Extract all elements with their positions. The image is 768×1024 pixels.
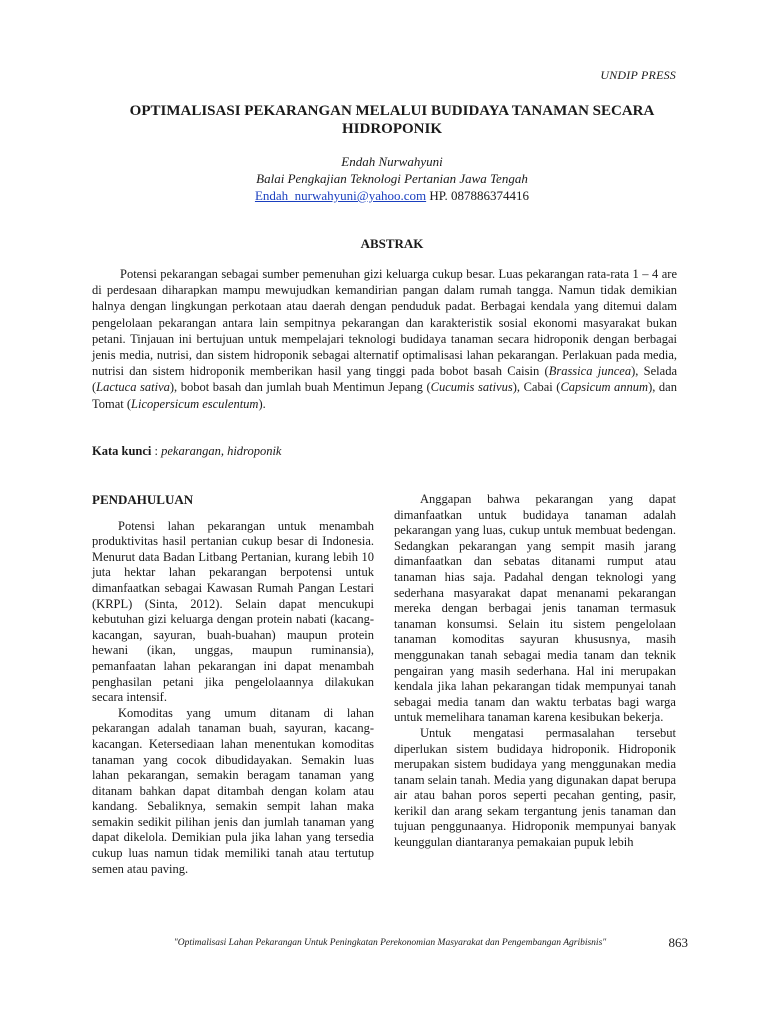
species-name: Lactuca sativa — [96, 380, 170, 395]
species-name: Brassica juncea — [548, 364, 632, 379]
body-paragraph: Potensi lahan pekarangan untuk menambah produktivitas hasil pertanian cukup besar di Indonesia. Menurut data Badan Litbang Pertanian, kurang lebih 10 juta hektar lahan pekarangan berpotensi untuk dimanfaatkan sebagai Kawasan Rumah Pangan Lestari (KRPL) (Sinta, 2012). Selain dapat mencukupi kebutuhan gizi keluarga dengan protein nabati (kacang-kacangan, sayuran, buah-buahan) maupun protein hewani (ikan, unggas, maupun ruminansia), pemanfaatan lahan pekarangan ini dapat menambah penghasilan petani jika pengelolaannya dilakukan secara intensif. — [92, 518, 374, 705]
right-column — [394, 492, 676, 851]
abstract-text-part: ), Selada ( — [92, 364, 677, 395]
author-affiliation: Balai Pengkajian Teknologi Pertanian Jawa Tengah — [256, 171, 528, 186]
body-paragraph: Untuk mengatasi permasalahan tersebut diperlukan sistem budidaya hidroponik. Hidroponik merupakan sistem budidaya yang menggunakan media tanam selain tanah. Media yang digunakan dapat berupa air atau bahan poros seperti pecahan genting, pasir, kerikil dan arang sekam tergantung jenis tanaman dan tujuan penggunaanya. Hidroponik mempunyai banyak keunggulan diantaranya pemakaian pupuk lebih — [394, 725, 676, 850]
section-heading: PENDAHULUAN — [92, 492, 194, 507]
keywords-values: pekarangan, hidroponik — [161, 444, 282, 458]
abstract-heading: ABSTRAK — [360, 236, 424, 251]
author-email-link[interactable]: Endah_nurwahyuni@yahoo.com — [254, 188, 427, 203]
abstract-text — [92, 266, 677, 412]
paper-title: OPTIMALISASI PEKARANGAN MELALUI BUDIDAYA TANAMAN SECARA HIDROPONIK — [129, 103, 655, 137]
abstract-text-part: ). — [258, 396, 266, 411]
footer-note: "Optimalisasi Lahan Pekarangan Untuk Peningkatan Perekonomian Masyarakat dan Pengembangan Agribisnis" — [173, 938, 607, 948]
page-number: 863 — [668, 935, 688, 950]
author-phone: HP. 087886374416 — [429, 188, 530, 203]
body-paragraph: Komoditas yang umum ditanam di lahan pekarangan adalah tanaman buah, sayuran, kacang-kacangan. Ketersediaan lahan menentukan komoditas tanaman yang cocok dibudidayakan. Semakin luas lahan pekarangan, semakin beragam tanaman yang ditanam bahkan dapat ditambah dengan kolam atau kandang. Sebaliknya, semakin sempit lahan maka semakin sedikit pilihan jenis dan jumlah tanaman yang dapat dikelola. Demikian pula jika lahan yang tersedia cukup luas namun tidak memiliki tanah atau tertutup semen atau paving. — [92, 705, 374, 876]
abstract-text-part: Potensi pekarangan sebagai sumber pemenuhan gizi keluarga cukup besar. Luas pekarangan rata-rata 1 – 4 are di perdesaan diharapkan mampu mewujudkan kemandirian pangan dalam rumah tangga. Namun tidak demikian halnya dengan lingkungan perkotaan atau daerah dengan penduduk padat. Berbagai kendala yang ditemui dalam pengelolaan pekarangan antara lain sempitnya pekarangan dan karakteristik sosial ekonomi masyarakat bukan petani. Tinjauan ini bertujuan untuk mempelajari teknologi budidaya tanaman secara hidroponik dengan berbagai jenis media, nutrisi, dan sistem hidroponik sebagai alternatif optimalisasi lahan pekarangan. Perlakuan pada media, nutrisi dan sistem hidroponik memberikan hasil yang tinggi pada bobot basah Caisin ( — [92, 267, 677, 379]
keywords-separator: : — [151, 444, 162, 458]
publisher-header: UNDIP PRESS — [600, 68, 676, 82]
author-block — [92, 153, 692, 204]
author-contact — [92, 187, 692, 204]
species-name: Licopersicum esculentum — [131, 396, 259, 411]
body-paragraph: Anggapan bahwa pekarangan yang dapat dimanfaatkan untuk budidaya tanaman adalah pekarangan yang luas, cukup untuk membuat bedengan. Sedangkan pekarangan yang sempit masih jarang dimanfaatkan dan sebatas ditanami rumput atau tanaman hias saja. Padahal dengan teknologi yang sederhana masyarakat dapat menanami pekarangan mereka dengan berbagai jenis tanaman termasuk tanaman konsumsi. Selain itu sistem pengelolaan tanaman komoditas sayuran khususnya, masih menggunakan tanah sebagai media tanam dan teknik pengairan yang masih sederhana. Hal ini merupakan kendala jika lahan pekarangan tidak mempunyai tanah sebagai media tanam dan waktu terbatas bagi warga untuk memelihara tanaman karena kesibukan bekerja. — [394, 492, 676, 725]
species-name: Capsicum annum — [560, 380, 649, 395]
author-name: Endah Nurwahyuni — [341, 154, 443, 169]
abstract-text-part: ), bobot basah dan jumlah buah Mentimun Jepang ( — [169, 380, 431, 395]
keywords-line — [92, 444, 677, 459]
species-name: Cucumis sativus — [430, 380, 513, 395]
keywords-label: Kata kunci — [92, 444, 152, 458]
abstract-text-part: ), Cabai ( — [512, 380, 561, 395]
left-column — [92, 492, 374, 877]
abstract-text-part: ), dan Tomat ( — [92, 380, 677, 411]
